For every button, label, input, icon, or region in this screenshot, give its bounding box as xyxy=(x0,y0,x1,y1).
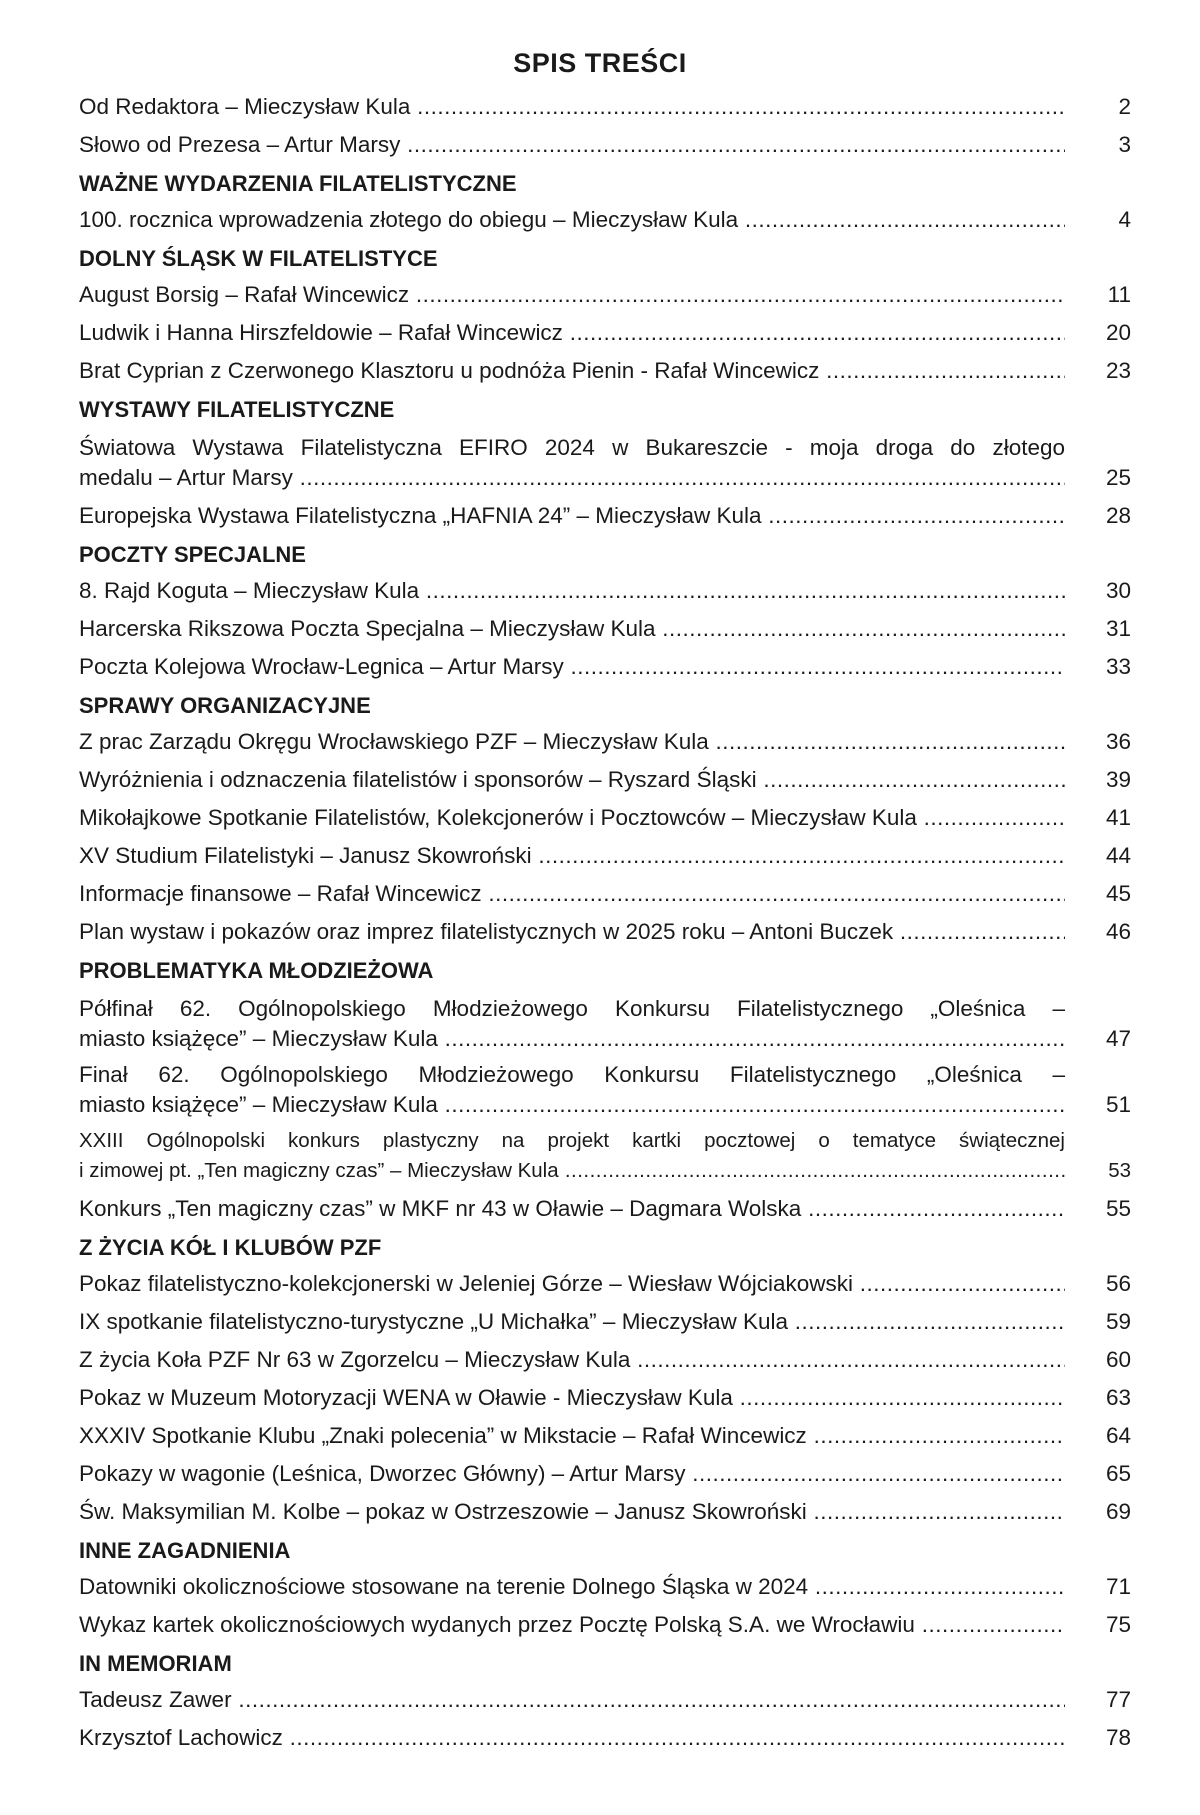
entry-title: Słowo od Prezesa – Artur Marsy ..... xyxy=(79,130,1065,160)
entry-title-line1: Finał 62. Ogólnopolskiego Młodzieżowego Konkursu Filatelistycznego „Oleśnica – xyxy=(79,1062,1065,1087)
section-heading: Z ŻYCIA KÓŁ I KLUBÓW PZF xyxy=(79,1235,382,1260)
toc-entry[interactable] xyxy=(79,723,1131,761)
entry-title-line2-text: i zimowej pt. „Ten magiczny czas” – Mieczysław Kula ..... xyxy=(79,1159,1065,1182)
entry-page-number: 23 xyxy=(1105,358,1131,383)
toc-entry[interactable] xyxy=(79,314,1131,352)
entry-title: Krzysztof Lachowicz ..... xyxy=(79,1723,1065,1753)
entry-title: 8. Rajd Koguta – Mieczysław Kula ..... xyxy=(79,576,1065,606)
entry-page-number: 53 xyxy=(1108,1159,1131,1182)
toc-entry[interactable] xyxy=(79,572,1131,610)
entry-title: Mikołajkowe Spotkanie Filatelistów, Kolekcjonerów i Pocztowców – Mieczysław Kula ..... xyxy=(79,803,1065,833)
page-title: SPIS TREŚCI xyxy=(513,48,687,78)
entry-title-line1: XXIII Ogólnopolski konkurs plastyczny na projekt kartki pocztowej o tematyce świątecznej xyxy=(79,1129,1065,1152)
toc-entry-multiline[interactable] xyxy=(79,433,1131,493)
entry-page-number: 39 xyxy=(1105,767,1131,792)
toc-entry[interactable] xyxy=(79,761,1131,799)
entry-page-number: 45 xyxy=(1105,881,1131,906)
entry-page-number: 69 xyxy=(1105,1499,1131,1524)
entry-title: August Borsig – Rafał Wincewicz ..... xyxy=(79,280,1065,310)
entry-page-number: 28 xyxy=(1105,503,1131,528)
entry-title: Pokaz w Muzeum Motoryzacji WENA w Oławie - Mieczysław Kula ..... xyxy=(79,1383,1065,1413)
toc-entry[interactable] xyxy=(79,1455,1131,1493)
entry-title: Datowniki okolicznościowe stosowane na terenie Dolnego Śląska w 2024 ..... xyxy=(79,1572,1065,1602)
entry-page-number: 56 xyxy=(1105,1271,1131,1296)
entry-page-number: 60 xyxy=(1105,1347,1131,1372)
entry-page-number: 25 xyxy=(1105,465,1131,490)
toc-entry[interactable] xyxy=(79,126,1131,164)
toc-entry[interactable] xyxy=(79,1493,1131,1531)
entry-page-number: 46 xyxy=(1105,919,1131,944)
entry-title: Informacje finansowe – Rafał Wincewicz ..... xyxy=(79,879,1065,909)
toc-entry[interactable] xyxy=(79,276,1131,314)
toc-entry[interactable] xyxy=(79,648,1131,686)
toc-entry-multiline[interactable] xyxy=(79,1060,1131,1120)
entry-page-number: 51 xyxy=(1105,1092,1131,1117)
toc-entry-multiline[interactable] xyxy=(79,994,1131,1054)
entry-page-number: 77 xyxy=(1105,1687,1131,1712)
entry-page-number: 36 xyxy=(1105,729,1131,754)
entry-page-number: 31 xyxy=(1105,616,1131,641)
entry-title: Św. Maksymilian M. Kolbe – pokaz w Ostrzeszowie – Janusz Skowroński ..... xyxy=(79,1497,1065,1527)
section-heading: POCZTY SPECJALNE xyxy=(79,542,306,567)
entry-page-number: 71 xyxy=(1105,1574,1131,1599)
entry-title: Konkurs „Ten magiczny czas” w MKF nr 43 w Oławie – Dagmara Wolska ..... xyxy=(79,1194,1065,1224)
section-heading: WYSTAWY FILATELISTYCZNE xyxy=(79,397,395,422)
entry-page-number: 30 xyxy=(1105,578,1131,603)
toc-entry[interactable] xyxy=(79,610,1131,648)
section-heading: DOLNY ŚLĄSK W FILATELISTYCE xyxy=(79,246,438,271)
toc-entry[interactable] xyxy=(79,201,1131,239)
entry-title: 100. rocznica wprowadzenia złotego do obiegu – Mieczysław Kula ..... xyxy=(79,205,1065,235)
entry-title: Brat Cyprian z Czerwonego Klasztoru u podnóża Pienin - Rafał Wincewicz ..... xyxy=(79,356,1065,386)
entry-title: Ludwik i Hanna Hirszfeldowie – Rafał Wincewicz ..... xyxy=(79,318,1065,348)
entry-title: Z życia Koła PZF Nr 63 w Zgorzelcu – Mieczysław Kula ..... xyxy=(79,1345,1065,1375)
entry-title-line2 xyxy=(79,1090,1065,1120)
section-heading: WAŻNE WYDARZENIA FILATELISTYCZNE xyxy=(79,171,517,196)
entry-page-number: 2 xyxy=(1118,94,1131,119)
toc-entry[interactable] xyxy=(79,1190,1131,1228)
toc-entry[interactable] xyxy=(79,1379,1131,1417)
entry-page-number: 55 xyxy=(1105,1196,1131,1221)
entry-page-number: 41 xyxy=(1105,805,1131,830)
toc-entry[interactable] xyxy=(79,1303,1131,1341)
entry-page-number: 44 xyxy=(1105,843,1131,868)
entry-page-number: 64 xyxy=(1105,1423,1131,1448)
entry-title: XV Studium Filatelistyki – Janusz Skowroński ..... xyxy=(79,841,1065,871)
toc-entry[interactable] xyxy=(79,1265,1131,1303)
toc-entry[interactable] xyxy=(79,1606,1131,1644)
section-heading: SPRAWY ORGANIZACYJNE xyxy=(79,693,371,718)
entry-title: Pokazy w wagonie (Leśnica, Dworzec Główny) – Artur Marsy ..... xyxy=(79,1459,1065,1489)
entry-title-line2-text: miasto książęce” – Mieczysław Kula ..... xyxy=(79,1092,1065,1117)
entry-title-line2-text: medalu – Artur Marsy ..... xyxy=(79,465,1065,490)
entry-page-number: 65 xyxy=(1105,1461,1131,1486)
entry-page-number: 4 xyxy=(1118,207,1131,232)
toc-entry[interactable] xyxy=(79,837,1131,875)
section-heading: INNE ZAGADNIENIA xyxy=(79,1538,291,1563)
table-of-contents xyxy=(79,88,1131,1757)
entry-title: Wykaz kartek okolicznościowych wydanych przez Pocztę Polską S.A. we Wrocławiu ..... xyxy=(79,1610,1065,1640)
entry-page-number: 33 xyxy=(1105,654,1131,679)
entry-page-number: 47 xyxy=(1105,1026,1131,1051)
entry-title-line2 xyxy=(79,463,1065,493)
entry-title: Plan wystaw i pokazów oraz imprez filatelistycznych w 2025 roku – Antoni Buczek ..... xyxy=(79,917,1065,947)
section-heading: IN MEMORIAM xyxy=(79,1651,232,1676)
toc-entry[interactable] xyxy=(79,875,1131,913)
toc-entry[interactable] xyxy=(79,1341,1131,1379)
toc-entry[interactable] xyxy=(79,913,1131,951)
entry-page-number: 63 xyxy=(1105,1385,1131,1410)
entry-title-line2 xyxy=(79,1156,1065,1186)
toc-entry[interactable] xyxy=(79,1568,1131,1606)
entry-page-number: 78 xyxy=(1105,1725,1131,1750)
entry-title: IX spotkanie filatelistyczno-turystyczne „U Michałka” – Mieczysław Kula ..... xyxy=(79,1307,1065,1337)
entry-title-line2-text: miasto książęce” – Mieczysław Kula ..... xyxy=(79,1026,1065,1051)
entry-title: Tadeusz Zawer ..... xyxy=(79,1685,1065,1715)
toc-entry[interactable] xyxy=(79,1719,1131,1757)
entry-title: Harcerska Rikszowa Poczta Specjalna – Mieczysław Kula ..... xyxy=(79,614,1065,644)
entry-title: Wyróżnienia i odznaczenia filatelistów i sponsorów – Ryszard Śląski ..... xyxy=(79,765,1065,795)
toc-entry[interactable] xyxy=(79,799,1131,837)
entry-title-line1: Światowa Wystawa Filatelistyczna EFIRO 2024 w Bukareszcie - moja droga do złotego xyxy=(79,435,1065,460)
entry-title: Od Redaktora – Mieczysław Kula ..... xyxy=(79,92,1065,122)
section-heading: PROBLEMATYKA MŁODZIEŻOWA xyxy=(79,958,434,983)
entry-title-line2 xyxy=(79,1024,1065,1054)
entry-page-number: 20 xyxy=(1105,320,1131,345)
entry-page-number: 11 xyxy=(1107,282,1131,307)
toc-entry[interactable] xyxy=(79,1417,1131,1455)
entry-title: Poczta Kolejowa Wrocław-Legnica – Artur Marsy ..... xyxy=(79,652,1065,682)
toc-entry[interactable] xyxy=(79,1681,1131,1719)
entry-title: Europejska Wystawa Filatelistyczna „HAFNIA 24” – Mieczysław Kula ..... xyxy=(79,501,1065,531)
entry-page-number: 75 xyxy=(1105,1612,1131,1637)
entry-title: XXXIV Spotkanie Klubu „Znaki polecenia” w Mikstacie – Rafał Wincewicz ..... xyxy=(79,1421,1065,1451)
entry-title: Pokaz filatelistyczno-kolekcjonerski w Jeleniej Górze – Wiesław Wójciakowski ..... xyxy=(79,1269,1065,1299)
toc-entry-multiline[interactable] xyxy=(79,1126,1131,1186)
entry-page-number: 59 xyxy=(1105,1309,1131,1334)
entry-title: Z prac Zarządu Okręgu Wrocławskiego PZF – Mieczysław Kula ..... xyxy=(79,727,1065,757)
toc-entry[interactable] xyxy=(79,88,1131,126)
entry-title-line1: Półfinał 62. Ogólnopolskiego Młodzieżowego Konkursu Filatelistycznego „Oleśnica – xyxy=(79,996,1065,1021)
toc-entry[interactable] xyxy=(79,497,1131,535)
toc-entry[interactable] xyxy=(79,352,1131,390)
entry-page-number: 3 xyxy=(1118,132,1131,157)
